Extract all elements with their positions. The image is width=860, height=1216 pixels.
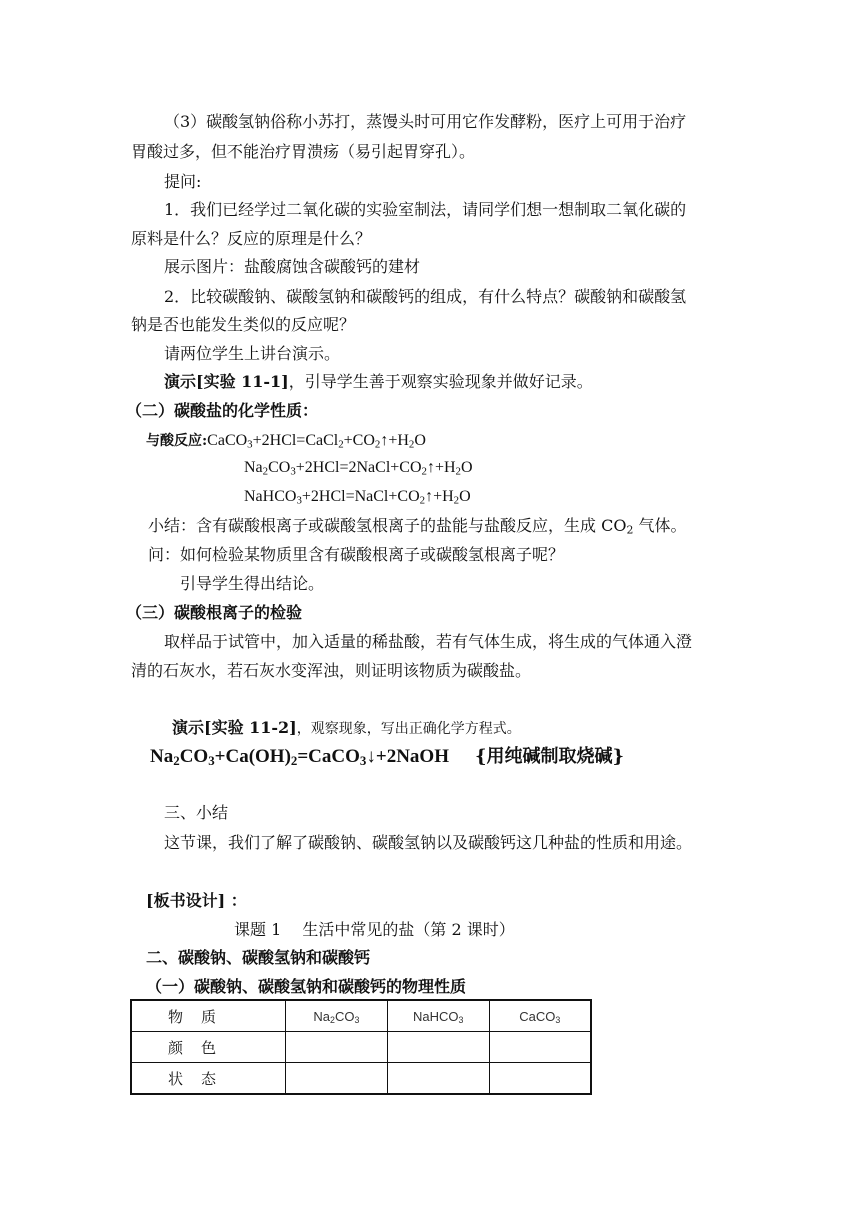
section-3-heading: （三）碳酸根离子的检验 [126,603,303,622]
part-3-heading: 三、小结 [164,803,229,822]
guide-line: 引导学生得出结论。 [180,574,325,593]
demo-2-text: ，观察现象，写出正确化学方程式。 [296,721,521,737]
equation-caco3: $CaCO_3+2HCl=CaCl_2+CO_2↑+H_2O$ [207,432,426,451]
demo-1-label: 演示[实验 11-1] [164,372,289,391]
summary-sub: 2 [626,523,634,537]
summary-line [148,516,686,536]
question-1-line-2: 原料是什么？反应的原理是什么？ [131,229,372,248]
section-2-heading: （二）碳酸盐的化学性质： [126,401,319,420]
conclusion-text: 这节课，我们了解了碳酸钠、碳酸氢钠以及碳酸钙这几种盐的性质和用途。 [164,833,693,852]
column-header-nahco3: NaHCO$_3$ [387,1000,489,1032]
show-image-text: 展示图片：盐酸腐蚀含碳酸钙的建材 [164,257,421,276]
row-header-color: 颜色 [131,1032,286,1063]
demo-1-line [164,372,593,392]
board-subsection-1: （一）碳酸钠、碳酸氢钠和碳酸钙的物理性质 [146,977,467,996]
summary-suffix: 气体。 [633,516,687,535]
table-cell [489,1032,591,1063]
test-line-2: 清的石灰水，若石灰水变浑浊，则证明该物质为碳酸盐。 [131,661,532,680]
acid-label: 与酸反应: [146,433,208,449]
test-line-1: 取样品于试管中，加入适量的稀盐酸，若有气体生成，将生成的气体通入澄 [164,632,693,651]
table-cell [489,1063,591,1095]
demo-2-line [172,718,521,739]
demo-2-label: 演示[实验 11-2] [172,718,297,737]
lesson-title: 课题 1 生活中常见的盐（第 2 课时） [234,920,515,939]
table-cell [387,1032,489,1063]
invite-text: 请两位学生上讲台演示。 [164,344,341,363]
naoh-equation: $Na_2CO_3+Ca(OH)_2=CaCO_3↓+2NaOH$ {用纯碱制取烧碱} [150,746,625,769]
naoh-note: {用纯碱制取烧碱} [474,746,625,767]
equation-nahco3: $NaHCO_3+2HCl=NaCl+CO_2↑+H_2O$ [244,488,471,507]
question-2-line-2: 钠是否也能发生类似的反应呢？ [131,315,356,334]
table-cell [286,1032,388,1063]
row-header-substance: 物质 [131,1000,286,1032]
table-cell [387,1063,489,1095]
question-line: 问：如何检验某物质里含有碳酸根离子或碳酸氢根离子呢？ [148,545,565,564]
table-row [131,1032,591,1063]
summary-prefix: 小结：含有碳酸根离子或碳酸氢根离子的盐能与盐酸反应，生成 CO [148,516,627,535]
physical-properties-table [130,999,592,1095]
paragraph-3-line-1: （3）碳酸氢钠俗称小苏打，蒸馒头时可用它作发酵粉，医疗上可用于治疗 [164,112,687,131]
question-2-line-1: 2．比较碳酸钠、碳酸氢钠和碳酸钙的组成，有什么特点？碳酸钠和碳酸氢 [164,287,687,306]
table-cell [286,1063,388,1095]
column-header-caco3: CaCO$_3$ [489,1000,591,1032]
demo-1-text: ，引导学生善于观察实验现象并做好记录。 [288,372,593,391]
equation-na2co3: $Na_2CO_3+2HCl=2NaCl+CO_2↑+H_2O$ [244,459,473,478]
acid-reaction-1 [146,430,426,451]
board-section-2: 二、碳酸钠、碳酸氢钠和碳酸钙 [146,948,371,967]
column-header-na2co3: $Na_2CO_3$ [286,1000,388,1032]
question-1-line-1: 1．我们已经学过二氧化碳的实验室制法，请同学们想一想制取二氧化碳的 [164,200,687,219]
ask-label: 提问: [164,172,202,191]
table-row [131,1063,591,1095]
row-header-state: 状态 [131,1063,286,1095]
board-design-label: [板书设计] ： [146,891,247,910]
table-row [131,1000,591,1032]
paragraph-3-line-2: 胃酸过多，但不能治疗胃溃疡（易引起胃穿孔）。 [131,142,476,161]
